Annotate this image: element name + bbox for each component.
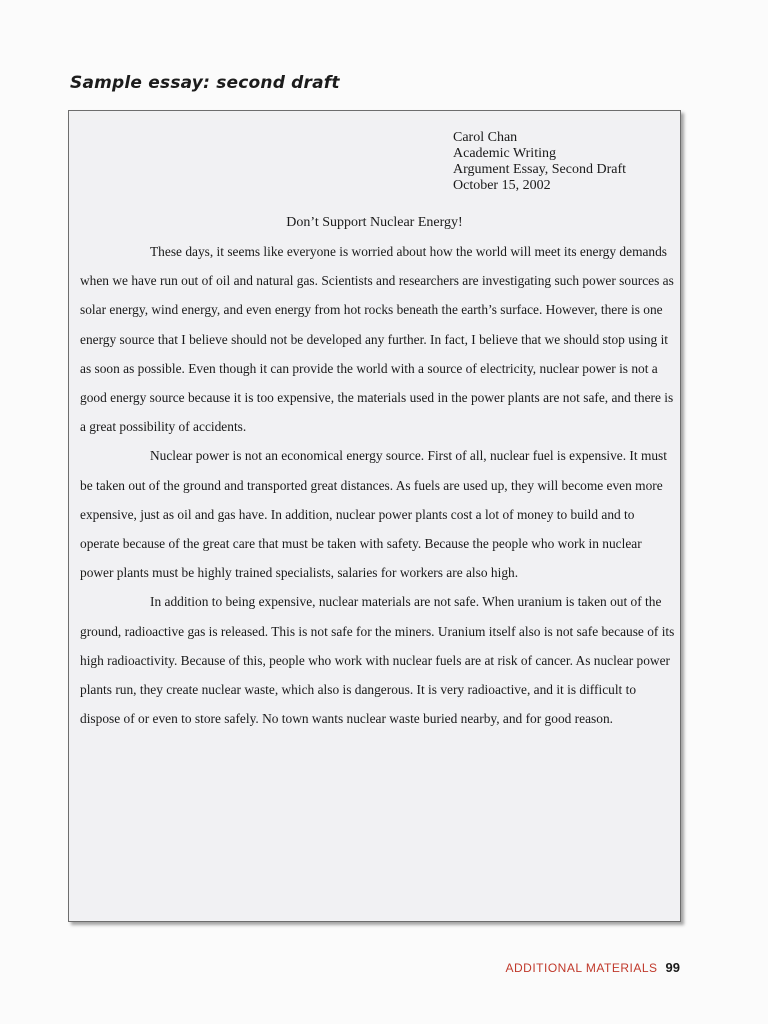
page-number: 99 <box>665 960 680 975</box>
paragraph-economics: Nuclear power is not an economical energy source. First of all, nuclear fuel is expensive. It must be taken out of the ground and transported great distances. As fuels are used up, they will become even more expensive, just as oil and gas have. In addition, nuclear power plants cost a lot of money to build and to operate because of the great care that must be taken with safety. Because the people who work in nuclear power plants must be highly trained specialists, salaries for workers are also high. <box>80 448 667 581</box>
essay-body <box>80 237 676 733</box>
course-name: Academic Writing <box>453 146 556 161</box>
section-heading: Sample essay: second draft <box>70 73 340 93</box>
author-name: Carol Chan <box>453 130 518 145</box>
page-footer <box>0 959 680 977</box>
essay-title: Don’t Support Nuclear Energy! <box>286 215 463 230</box>
paragraph-introduction: These days, it seems like everyone is worried about how the world will meet its energy demands when we have run out of oil and natural gas. Scientists and researchers are investigating such power sources as solar energy, wind energy, and even energy from hot rocks beneath the earth’s surface. However, there is one energy source that I believe should not be developed any further. In fact, I believe that we should stop using it as soon as possible. Even though it can provide the world with a source of electricity, nuclear power is not a good energy source because it is too expensive, the materials used in the power plants are not safe, and there is a great possibility of accidents. <box>80 244 674 435</box>
essay-sheet <box>68 110 681 922</box>
assignment-name: Argument Essay, Second Draft <box>453 162 627 177</box>
essay-date: October 15, 2002 <box>453 178 551 193</box>
paragraph-safety: In addition to being expensive, nuclear materials are not safe. When uranium is taken out of the ground, radioactive gas is released. This is not safe for the miners. Uranium itself also is not safe because of its high radioactivity. Because of this, people who work with nuclear fuels are at risk of cancer. As nuclear power plants run, they create nuclear waste, which also is dangerous. It is very radioactive, and it is difficult to dispose of or even to store safely. No town wants nuclear waste buried nearby, and for good reason. <box>80 594 675 727</box>
footer-label: ADDITIONAL MATERIALS <box>505 961 658 975</box>
essay-header <box>453 130 626 194</box>
